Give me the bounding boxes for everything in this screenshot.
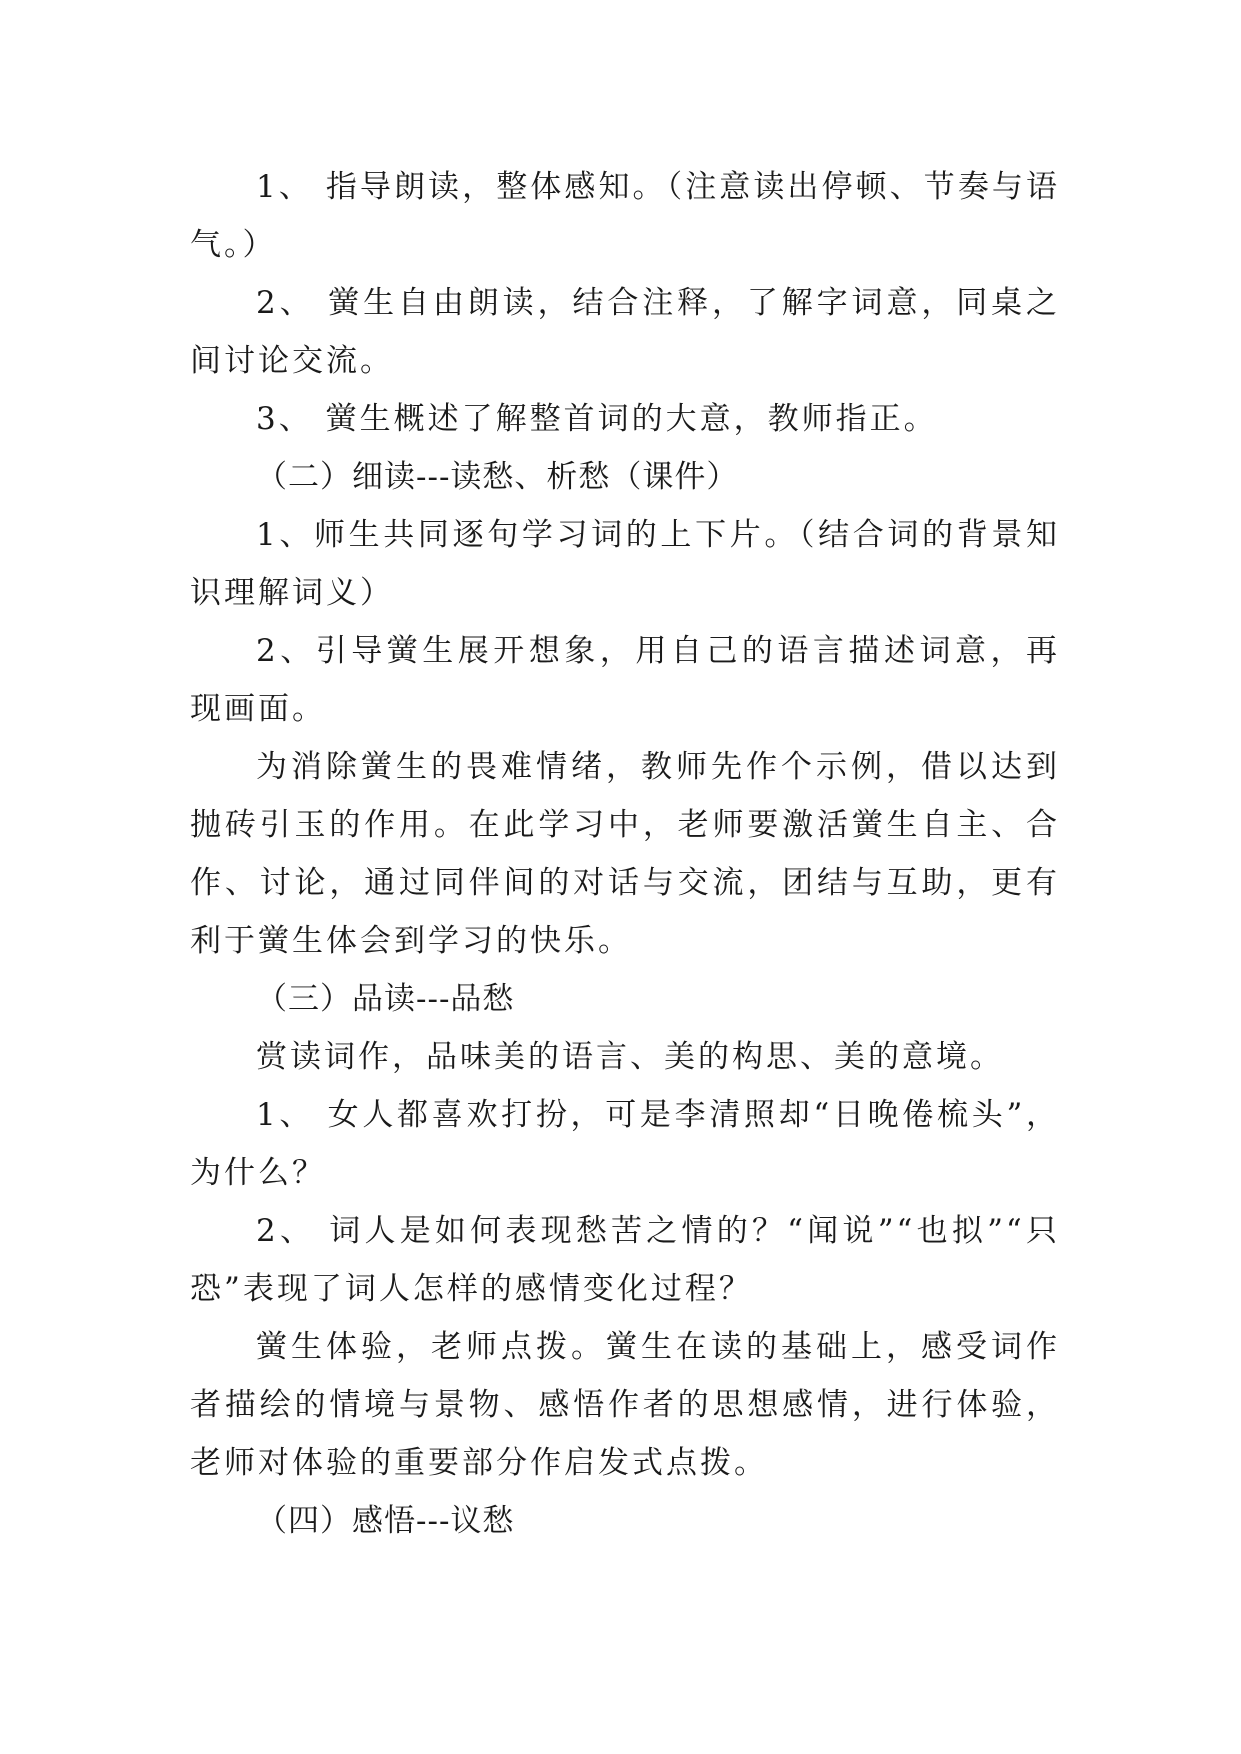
list-item-question-two: 2、 词人是如何表现愁苦之情的？“闻说”“也拟”“只恐”表现了词人怎样的感情变化过程？: [190, 1213, 1060, 1307]
list-item-guided-reading: 1、 指导朗读，整体感知。（注意读出停顿、节奏与语气。）: [190, 169, 1060, 263]
list-item-question-one: 1、 女人都喜欢打扮，可是李清照却“日晚倦梳头”，为什么？: [190, 1097, 1060, 1191]
list-item-imagination: 2、引导黉生展开想象，用自己的语言描述词意，再现画面。: [190, 633, 1060, 727]
document-body: [190, 158, 1060, 1550]
section-heading-close-reading: （二）细读---读愁、析愁（课件）: [256, 459, 739, 495]
list-item-line-study: 1、师生共同逐句学习词的上下片。（结合词的背景知识理解词义）: [190, 517, 1060, 611]
section-heading-appreciation: （三）品读---品愁: [256, 981, 515, 1017]
list-item-summary: 3、 黉生概述了解整首词的大意，教师指正。: [256, 401, 938, 437]
paragraph-teaching-note: 为消除黉生的畏难情绪，教师先作个示例，借以达到抛砖引玉的作用。在此学习中，老师要激活黉生自主、合作、讨论，通过同伴间的对话与交流，团结与互助，更有利于黉生体会到学习的快乐。: [190, 749, 1060, 959]
paragraph-experience-note: 黉生体验，老师点拨。黉生在读的基础上，感受词作者描绘的情境与景物、感悟作者的思想感情，进行体验，老师对体验的重要部分作启发式点拨。: [190, 1329, 1060, 1481]
paragraph-appreciation-intro: 赏读词作，品味美的语言、美的构思、美的意境。: [256, 1039, 1004, 1075]
section-heading-reflection: （四）感悟---议愁: [256, 1503, 515, 1539]
list-item-free-reading: 2、 黉生自由朗读，结合注释，了解字词意，同桌之间讨论交流。: [190, 285, 1060, 379]
